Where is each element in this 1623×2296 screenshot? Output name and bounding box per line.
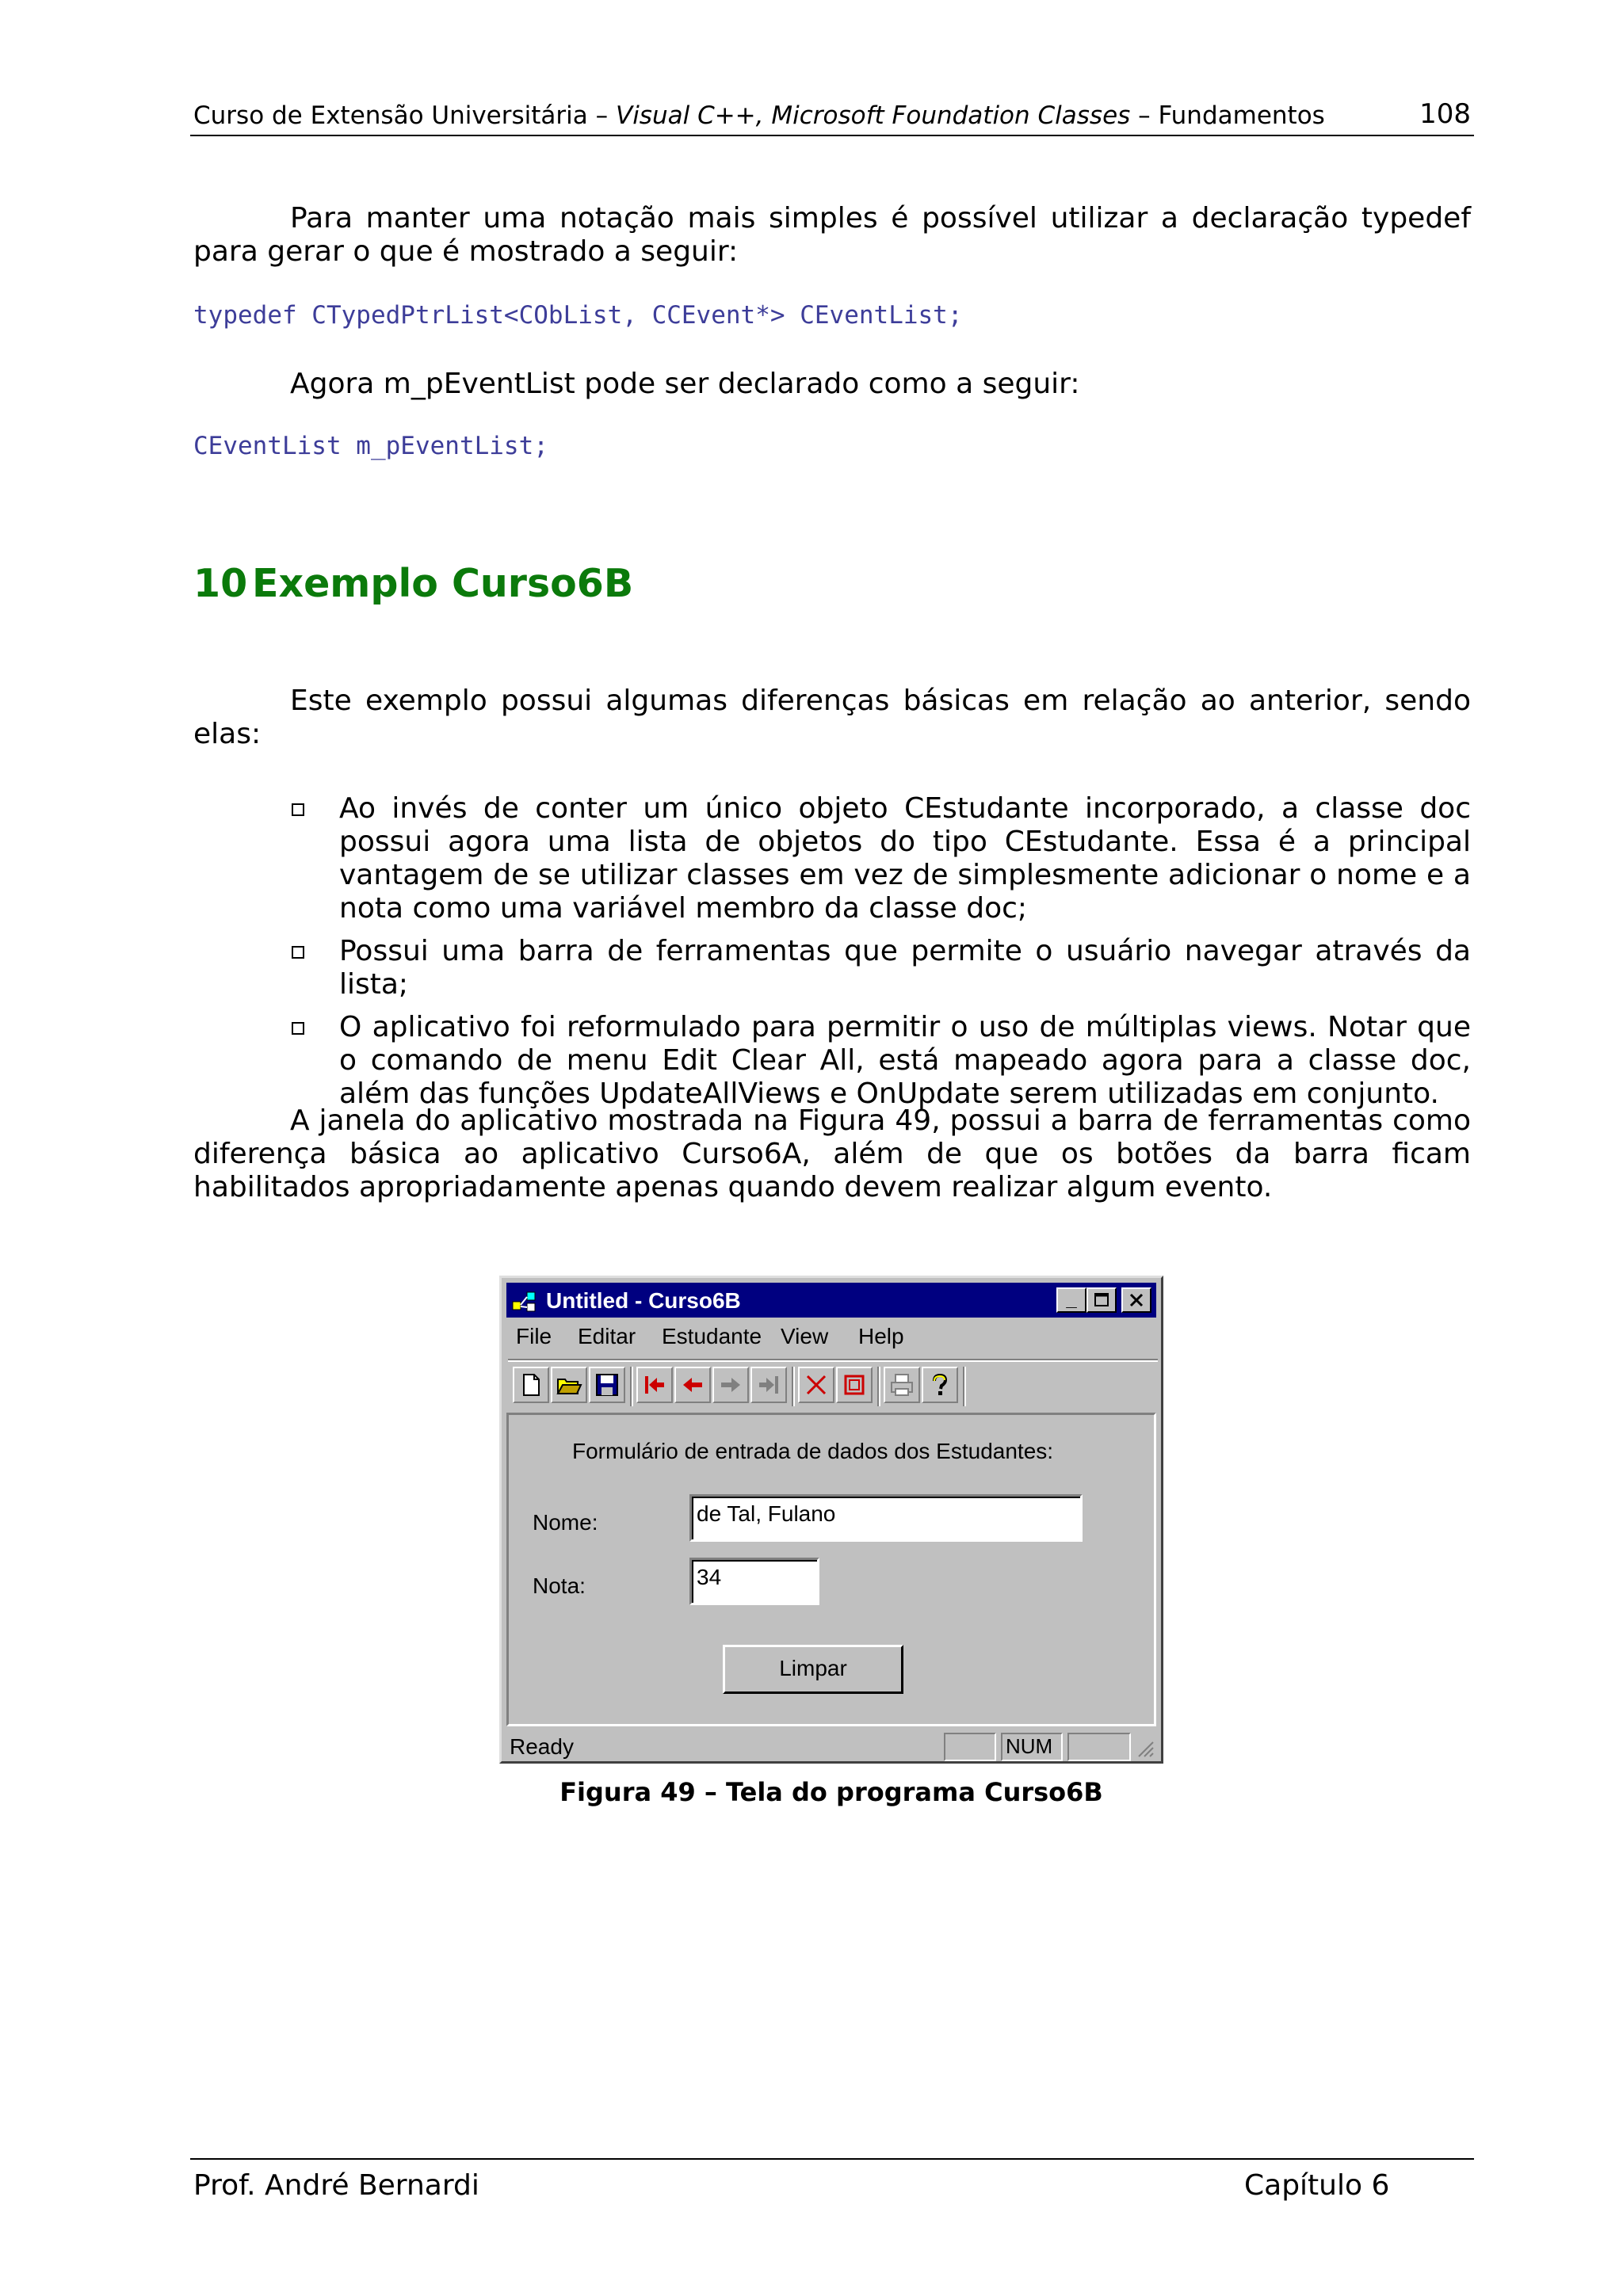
next-record-button[interactable] [712, 1367, 749, 1403]
app-window-screenshot [499, 1276, 1163, 1764]
menu-editar[interactable]: Editar [578, 1324, 636, 1348]
clear-box-icon [841, 1371, 868, 1398]
code-declaration: CEventList m_pEventList; [193, 432, 548, 460]
menu-help[interactable]: Help [858, 1324, 904, 1348]
list-item [290, 935, 1471, 1001]
toolbar-divider [963, 1367, 966, 1406]
first-record-button[interactable] [636, 1367, 673, 1403]
resize-grip-icon[interactable] [1136, 1739, 1155, 1758]
close-button[interactable] [1121, 1287, 1151, 1313]
menu-file[interactable]: File [516, 1324, 552, 1348]
checkbox-bullet-icon [292, 803, 304, 816]
toolbar-separator [508, 1359, 1158, 1362]
figure-caption: Figura 49 – Tela do programa Curso6B [559, 1777, 1103, 1807]
close-icon [1128, 1292, 1144, 1308]
list-item [290, 1011, 1471, 1111]
title-bar [506, 1283, 1156, 1318]
delete-x-icon [803, 1371, 830, 1398]
last-record-icon [755, 1371, 782, 1398]
minimize-button[interactable] [1056, 1287, 1086, 1313]
header-text-end: – Fundamentos [1130, 101, 1325, 130]
maximize-icon [1094, 1292, 1109, 1308]
menu-estudante[interactable]: Estudante [662, 1324, 762, 1348]
header-text-start: Curso de Extensão Universitária – [193, 101, 616, 130]
section-heading [193, 561, 633, 606]
menu-view[interactable]: View [781, 1324, 829, 1348]
last-record-button[interactable] [750, 1367, 787, 1403]
page-footer [190, 2158, 1474, 2202]
app-network-icon [511, 1289, 538, 1313]
list-item [290, 792, 1471, 925]
minimize-icon: _ [1066, 1289, 1077, 1310]
floppy-disk-icon [594, 1371, 621, 1398]
delete-record-button[interactable] [798, 1367, 834, 1403]
clear-record-button[interactable] [836, 1367, 873, 1403]
checkbox-bullet-icon [292, 1022, 304, 1035]
status-bar [506, 1733, 1156, 1761]
code-typedef: typedef CTypedPtrList<CObList, CCEvent*> CEventList; [193, 301, 963, 330]
status-pane-empty [1067, 1733, 1131, 1761]
limpar-button[interactable]: Limpar [723, 1645, 903, 1694]
section-title: Exemplo Curso6B [252, 561, 634, 606]
list-item-text: Ao invés de conter um único objeto CEstudante incorporado, a classe doc possui agora uma lista de objetos do tipo CEstudante. Essa é a principal vantagem de se utilizar classes em vez de simplesmente adicionar o nome e a nota como uma variável membro da classe doc; [339, 792, 1471, 925]
form-view [506, 1413, 1156, 1726]
printer-icon [888, 1371, 915, 1398]
help-button[interactable] [922, 1367, 958, 1403]
open-folder-icon [556, 1371, 582, 1398]
print-button[interactable] [884, 1367, 920, 1403]
section-number: 10 [193, 561, 248, 606]
new-file-icon [517, 1371, 544, 1398]
previous-arrow-icon [679, 1371, 706, 1398]
maximize-button[interactable] [1086, 1287, 1117, 1313]
nota-label: Nota: [533, 1573, 586, 1598]
status-pane-empty [944, 1733, 996, 1761]
first-record-icon [641, 1371, 668, 1398]
page-number: 108 [1419, 98, 1471, 130]
paragraph-declaration-intro: Agora m_pEventList pode ser declarado como a seguir: [290, 368, 1080, 400]
previous-record-button[interactable] [674, 1367, 711, 1403]
nota-input[interactable]: 34 [689, 1558, 819, 1605]
header-title [193, 101, 1325, 130]
paragraph-window-description: A janela do aplicativo mostrada na Figura 49, possui a barra de ferramentas como diferença básica ao aplicativo Curso6A, além de que os botões da barra ficam habilitados apropriadamente apenas quando devem realizar algum evento. [193, 1104, 1471, 1203]
toolbar-divider [792, 1367, 795, 1406]
checkbox-bullet-icon [292, 946, 304, 959]
footer-author: Prof. André Bernardi [193, 2169, 479, 2202]
status-pane-num: NUM [1001, 1733, 1063, 1761]
footer-chapter: Capítulo 6 [1244, 2169, 1390, 2202]
nome-input[interactable]: de Tal, Fulano [689, 1494, 1083, 1542]
save-file-button[interactable] [589, 1367, 625, 1403]
next-arrow-icon [717, 1371, 744, 1398]
header-text-italic: Visual C++, Microsoft Foundation Classes [615, 101, 1131, 130]
form-title: Formulário de entrada de dados dos Estudantes: [572, 1439, 1054, 1463]
differences-list [290, 792, 1471, 1120]
list-item-text: O aplicativo foi reformulado para permitir o uso de múltiplas views. Notar que o comando de menu Edit Clear All, está mapeado agora para a classe doc, além das funções UpdateAllViews e OnUpdate serem utilizadas em conjunto. [339, 1011, 1471, 1110]
toolbar-divider [877, 1367, 880, 1406]
open-file-button[interactable] [551, 1367, 587, 1403]
toolbar-divider [630, 1367, 633, 1406]
help-question-icon [926, 1371, 953, 1398]
window-title: Untitled - Curso6B [546, 1288, 741, 1313]
nome-label: Nome: [533, 1510, 598, 1535]
page-header [190, 97, 1474, 136]
list-item-text: Possui uma barra de ferramentas que permite o usuário navegar através da lista; [339, 935, 1471, 1001]
status-text: Ready [510, 1734, 574, 1759]
paragraph-typedef-intro: Para manter uma notação mais simples é possível utilizar a declaração typedef para gerar o que é mostrado a seguir: [193, 202, 1471, 268]
new-file-button[interactable] [513, 1367, 549, 1403]
paragraph-differences-intro: Este exemplo possui algumas diferenças básicas em relação ao anterior, sendo elas: [193, 685, 1471, 750]
